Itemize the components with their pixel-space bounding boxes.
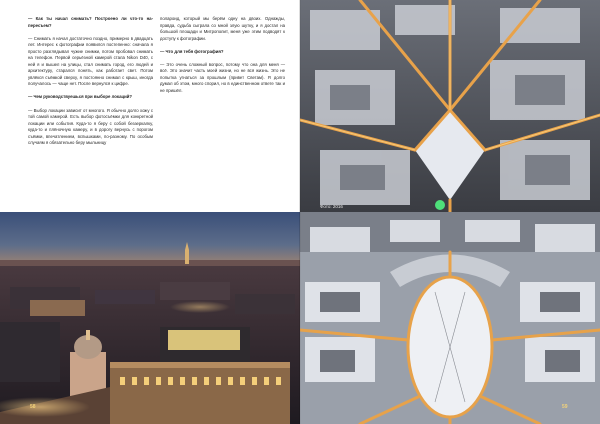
- answer-3: — Это очень сложный вопрос, потому что она для меня — всё. Это значит часть моей жизни, но не вся жизнь. Это не попытка угнаться за прошлым (привет Светам). Я долго думал об этом, много спорил, но в единственном ответе так и не пришёл.: [160, 61, 285, 93]
- question-1: — Как ты начал снимать? Построено ли что-то на-пересъем?: [28, 16, 153, 28]
- question-3: — Что для тебя фотография?: [160, 48, 224, 54]
- right-page: [300, 0, 600, 424]
- page-number-left: 58: [30, 404, 36, 410]
- text-column-1: [28, 16, 153, 153]
- question-2: — Чем руководствуешься при выборе локаций?: [28, 94, 133, 100]
- photo-credit: Фото: 2016: [320, 204, 343, 209]
- answer-2-continued: полароид, который мы берём одну на двоих. Однажды, правда, судьба сыграла со мной злую шутку, и я достал на большой площади и Митрополит, меня уже этим подводят к доступу к фотографии.: [160, 16, 285, 41]
- aerial-snowy-district-photo: [300, 0, 600, 212]
- night-cityscape-photo: [0, 212, 300, 424]
- answer-1: — Снимать я начал достаточно поздно, примерно в двадцать лет. Интерес к фотографии появился постепенно: сначала я просто разглядывал чужие снимки, потом пробовал снимать на телефон. Первой серьёзной камерой стала Nikon D40, с ней я и вышел на улицы, стал снимать город, его людей и архитектуру, старался понять, как работает свет. Потом увлёкся съёмкой сверху, я постоянно снимал с крыш, иногда получалось — чаще нет. После вернулся к цифре.: [28, 35, 153, 87]
- aerial-winter-park-photo: [300, 212, 600, 424]
- book-gutter: [299, 0, 301, 424]
- answer-2: — Выбор локации зависит от многого. Я обычно долго хожу с той самой камерой. Есть выбор фотосъёмки для конкретной локации или события. Куда-то я беру с собой беззеркалку, куда-то и плёночную камеру, и в дорогу вернусь с порогом съёмки, впечатлением, вспышками, по-разному. По особым случаям я обязательно беру мыльницу: [28, 107, 153, 146]
- text-column-2: [160, 16, 285, 101]
- page-number-right: 59: [562, 404, 568, 410]
